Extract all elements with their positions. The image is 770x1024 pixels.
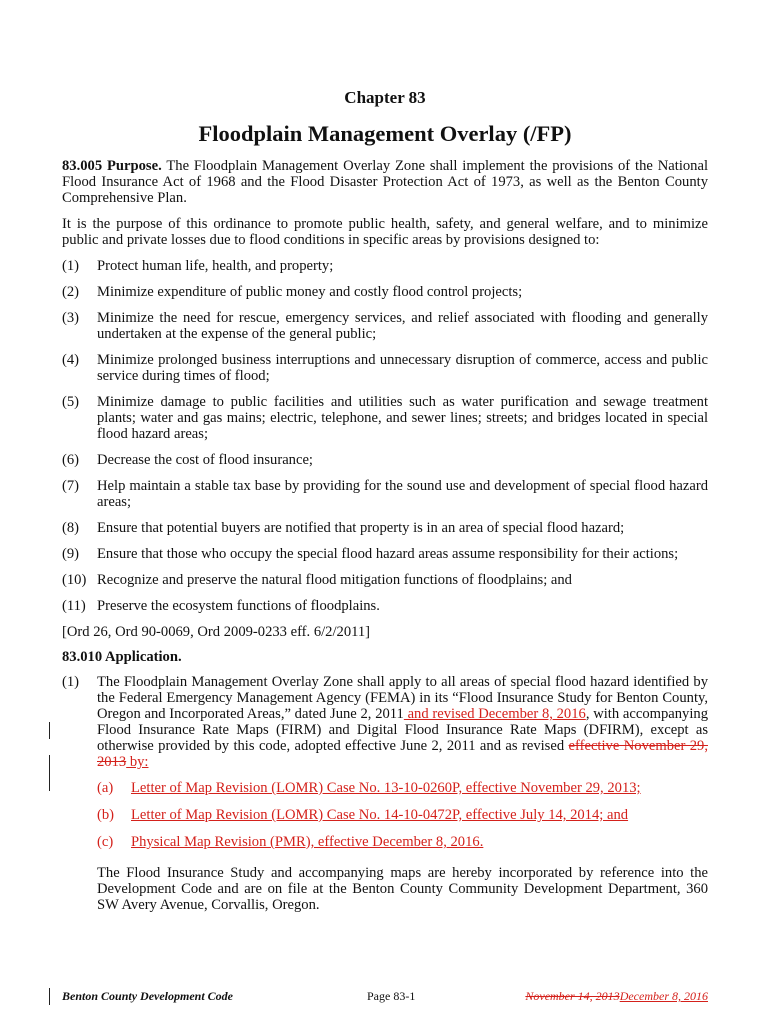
list-number: (8) <box>62 520 80 536</box>
list-item <box>62 598 708 614</box>
list-item <box>62 478 708 510</box>
list-item <box>62 572 708 588</box>
list-number: (1) <box>62 674 80 690</box>
footer-date <box>525 989 708 1004</box>
purpose-text: The Floodplain Management Overlay Zone shall implement the provisions of the National Flood Insurance Act of 1968 and the Flood Disaster Protection Act of 1973, as well as the Benton County Comprehensive Plan. <box>62 158 708 206</box>
change-bar-2 <box>49 755 50 791</box>
list-text: Protect human life, health, and property; <box>97 258 334 274</box>
revision-subitem <box>97 834 708 850</box>
list-item <box>62 394 708 442</box>
footer-code-name: Benton County Development Code <box>62 989 233 1003</box>
list-text: Ensure that those who occupy the special flood hazard areas assume responsibility for their actions; <box>97 546 679 562</box>
list-item <box>62 310 708 342</box>
subitem-letter: (b) <box>97 807 115 823</box>
footer-page-number: Page 83-1 <box>367 989 416 1003</box>
list-text: Minimize prolonged business interruptions and unnecessary disruption of commerce, access and public service during times of flood; <box>97 352 708 384</box>
list-text: Decrease the cost of flood insurance; <box>97 452 313 468</box>
change-bar-1 <box>49 722 50 739</box>
document-body <box>62 158 708 927</box>
list-item <box>62 452 708 468</box>
list-item <box>62 352 708 384</box>
subitem-letter: (a) <box>97 780 114 796</box>
chapter-label: Chapter 83 <box>344 88 426 107</box>
application-text-b: , with accompanying Flood Insurance Rate Maps (FIRM) and Digital Flood Insurance Rate Maps (DFIRM), except as otherwise provided by this code, adopted effective June 2, 2011 and as revised <box>97 706 708 754</box>
list-text: Minimize the need for rescue, emergency services, and relief associated with flooding and generally undertaken at the expense of the general public; <box>97 310 708 342</box>
subitem-text: Physical Map Revision (PMR), effective December 8, 2016. <box>131 834 484 850</box>
list-number: (2) <box>62 284 80 300</box>
list-text: Ensure that potential buyers are notified that property is in an area of special flood hazard; <box>97 520 625 536</box>
subitem-letter: (c) <box>97 834 114 850</box>
revision-subitem <box>97 780 708 796</box>
inserted-revision-date: and revised December 8, 2016 <box>403 706 586 722</box>
purpose-paragraph <box>62 158 708 206</box>
ordinance-citation: [Ord 26, Ord 90-0069, Ord 2009-0233 eff. 6/2/2011] <box>62 624 371 640</box>
revision-subitem <box>97 807 708 823</box>
footer-new-date: December 8, 2016 <box>619 989 708 1003</box>
application-text <box>97 674 708 770</box>
list-text: Minimize damage to public facilities and utilities such as water purification and sewage treatment plants; water and gas mains; electric, telephone, and sewer lines; streets; and bridges located in special flood hazard areas; <box>97 394 708 442</box>
change-bar-footer <box>49 988 50 1005</box>
page-footer <box>62 989 708 1007</box>
list-number: (11) <box>62 598 86 614</box>
purpose-heading: 83.005 Purpose. <box>62 158 162 174</box>
footer-old-date: November 14, 2013 <box>525 989 620 1003</box>
subitem-text: Letter of Map Revision (LOMR) Case No. 14-10-0472P, effective July 14, 2014; and <box>131 807 629 823</box>
list-number: (4) <box>62 352 80 368</box>
list-number: (7) <box>62 478 80 494</box>
list-item <box>62 546 708 562</box>
page-title: Floodplain Management Overlay (/FP) <box>198 121 572 146</box>
inserted-by: by: <box>126 754 149 770</box>
deleted-effective-date: effective November 29, 2013 <box>97 738 708 770</box>
list-number: (5) <box>62 394 80 410</box>
list-text: Minimize expenditure of public money and costly flood control projects; <box>97 284 523 300</box>
application-item <box>62 674 708 770</box>
closing-paragraph: The Flood Insurance Study and accompanying maps are hereby incorporated by reference into the Development Code and are on file at the Benton County Community Development Department, 360 SW Avery Avenue, Corvallis, Oregon. <box>97 864 708 913</box>
list-number: (6) <box>62 452 80 468</box>
list-item <box>62 258 708 274</box>
list-text: Recognize and preserve the natural flood mitigation functions of floodplains; and <box>97 572 572 588</box>
list-number: (3) <box>62 310 80 326</box>
application-text-a: The Floodplain Management Overlay Zone shall apply to all areas of special flood hazard identified by the Federal Emergency Management Agency (FEMA) in its “Flood Insurance Study for Benton County, Oregon and Incorporated Areas,” dated June 2, 2011 <box>97 674 708 722</box>
list-item <box>62 284 708 300</box>
purpose-intro: It is the purpose of this ordinance to promote public health, safety, and general welfare, and to minimize public and private losses due to flood conditions in specific areas by provisions designed to: <box>62 216 708 248</box>
application-heading: 83.010 Application. <box>62 649 182 665</box>
list-text: Help maintain a stable tax base by providing for the sound use and development of special flood hazard areas; <box>97 478 708 510</box>
list-number: (10) <box>62 572 87 588</box>
list-number: (1) <box>62 258 80 274</box>
list-item <box>62 520 708 536</box>
subitem-text: Letter of Map Revision (LOMR) Case No. 13-10-0260P, effective November 29, 2013; <box>131 780 641 796</box>
list-number: (9) <box>62 546 80 562</box>
list-text: Preserve the ecosystem functions of floodplains. <box>97 598 380 614</box>
